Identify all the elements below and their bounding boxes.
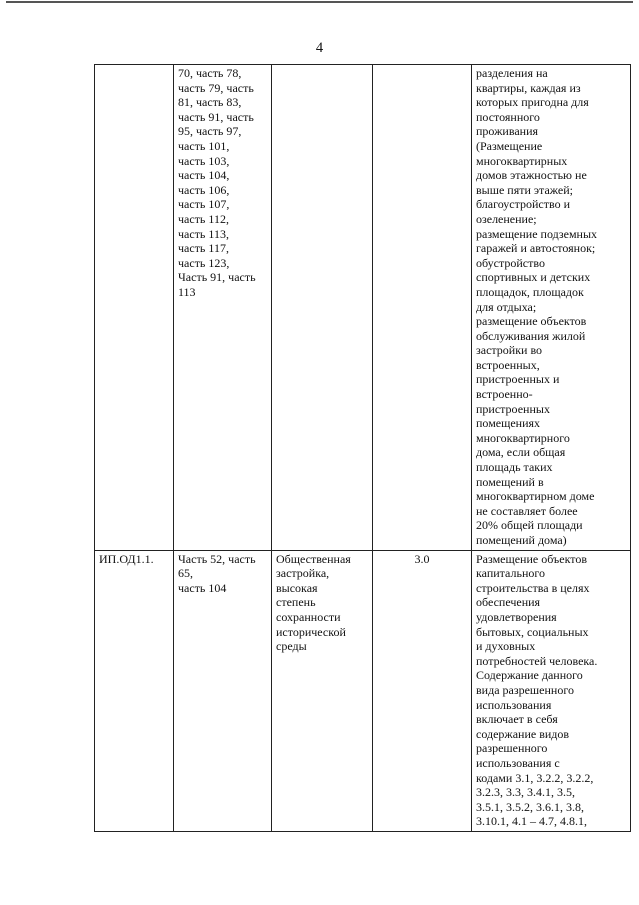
cell-line: часть 101, bbox=[178, 138, 230, 153]
cell-line: часть 123, bbox=[178, 255, 230, 270]
cell-line: площадок, площадок bbox=[476, 284, 584, 299]
cell-line: многоквартирного bbox=[476, 430, 570, 445]
cell-line: для отдыха; bbox=[476, 299, 537, 314]
cell-line: потребностей человека. bbox=[476, 653, 598, 668]
cell-line: многоквартирных bbox=[476, 153, 568, 168]
cell-line: 95, часть 97, bbox=[178, 124, 242, 139]
cell-line: использования с bbox=[476, 755, 560, 770]
cell-line: гаражей и автостоянок; bbox=[476, 241, 596, 256]
cell-line: часть 107, bbox=[178, 197, 230, 212]
cell-line: использования bbox=[476, 697, 552, 712]
cell-description bbox=[472, 65, 631, 551]
cell-line: 113 bbox=[178, 284, 196, 299]
cell-line: проживания bbox=[476, 124, 539, 139]
cell-code bbox=[95, 65, 174, 551]
cell-line: выше пяти этажей; bbox=[476, 182, 573, 197]
cell-line: обустройство bbox=[476, 255, 545, 270]
cell-line: кодами 3.1, 3.2.2, 3.2.2, bbox=[476, 770, 594, 785]
cell-line: часть 104 bbox=[178, 580, 227, 595]
cell-zone bbox=[272, 550, 373, 831]
cell-line: 81, часть 83, bbox=[178, 95, 242, 110]
cell-line: Часть 91, часть bbox=[178, 270, 256, 285]
cell-kind-code: 3.0 bbox=[373, 550, 472, 831]
cell-line: 65, bbox=[178, 566, 193, 581]
cell-zone bbox=[272, 65, 373, 551]
cell-line: застройки во bbox=[476, 343, 543, 358]
cell-line: 70, часть 78, bbox=[178, 66, 242, 80]
cell-line: сохранности bbox=[276, 609, 341, 624]
cell-line: дома, если общая bbox=[476, 445, 566, 460]
cell-line: часть 104, bbox=[178, 168, 230, 183]
cell-line: 3.5.1, 3.5.2, 3.6.1, 3.8, bbox=[476, 799, 584, 814]
cell-line: степень bbox=[276, 595, 316, 610]
cell-line: удовлетворения bbox=[476, 609, 557, 624]
cell-line: не составляет более bbox=[476, 503, 578, 518]
page-number: 4 bbox=[315, 40, 324, 56]
cell-line: которых пригодна для bbox=[476, 95, 589, 110]
cell-kind-code bbox=[373, 65, 472, 551]
cell-line: встроенно- bbox=[476, 387, 533, 402]
cell-description bbox=[472, 550, 631, 831]
cell-line: капитального bbox=[476, 566, 545, 581]
cell-line: спортивных и детских bbox=[476, 270, 591, 285]
cell-line: часть 79, часть bbox=[178, 80, 254, 95]
cell-line: 20% общей площади bbox=[476, 518, 583, 533]
cell-line: многоквартирном доме bbox=[476, 489, 595, 504]
cell-line: Общественная bbox=[276, 551, 351, 566]
cell-line: обслуживания жилой bbox=[476, 328, 586, 343]
cell-line: 3.10.1, 4.1 – 4.7, 4.8.1, bbox=[476, 814, 587, 829]
cell-parts bbox=[174, 65, 272, 551]
cell-line: благоустройство и bbox=[476, 197, 571, 212]
cell-line: и духовных bbox=[476, 639, 536, 654]
cell-line: размещение подземных bbox=[476, 226, 598, 241]
cell-line: обеспечения bbox=[476, 595, 541, 610]
cell-line: исторической bbox=[276, 624, 346, 639]
cell-line: помещений дома) bbox=[476, 533, 567, 547]
cell-line: часть 113, bbox=[178, 226, 229, 241]
cell-line: встроенных, bbox=[476, 357, 540, 372]
cell-line: Содержание данного bbox=[476, 668, 583, 683]
cell-line: постоянного bbox=[476, 109, 540, 124]
cell-line: помещений в bbox=[476, 474, 544, 489]
cell-line: помещениях bbox=[476, 416, 541, 431]
cell-line: пристроенных и bbox=[476, 372, 560, 387]
cell-line: часть 112, bbox=[178, 211, 229, 226]
cell-line: часть 106, bbox=[178, 182, 230, 197]
cell-line: 3.2.3, 3.3, 3.4.1, 3.5, bbox=[476, 785, 575, 800]
table-row bbox=[95, 550, 631, 831]
cell-line: вида разрешенного bbox=[476, 682, 574, 697]
cell-line: разрешенного bbox=[476, 741, 548, 756]
cell-line: строительства в целях bbox=[476, 580, 590, 595]
cell-line: включает в себя bbox=[476, 712, 558, 727]
cell-line: (Размещение bbox=[476, 138, 543, 153]
cell-parts bbox=[174, 550, 272, 831]
cell-line: квартиры, каждая из bbox=[476, 80, 581, 95]
cell-line: пристроенных bbox=[476, 401, 550, 416]
cell-line: размещение объектов bbox=[476, 314, 587, 329]
cell-line: высокая bbox=[276, 580, 318, 595]
zoning-table bbox=[94, 64, 631, 832]
cell-line: Размещение объектов bbox=[476, 551, 587, 566]
cell-line: среды bbox=[276, 639, 307, 654]
cell-line: часть 117, bbox=[178, 241, 229, 256]
table-row bbox=[95, 65, 631, 551]
cell-line: часть 103, bbox=[178, 153, 230, 168]
cell-line: Часть 52, часть bbox=[178, 551, 256, 566]
cell-line: площадь таких bbox=[476, 460, 553, 475]
cell-line: разделения на bbox=[476, 66, 548, 80]
cell-line: часть 91, часть bbox=[178, 109, 254, 124]
cell-line: озеленение; bbox=[476, 211, 537, 226]
cell-line: содержание видов bbox=[476, 726, 570, 741]
cell-line: застройка, bbox=[276, 566, 330, 581]
cell-line: домов этажностью не bbox=[476, 168, 587, 183]
cell-line: бытовых, социальных bbox=[476, 624, 589, 639]
top-rule bbox=[6, 1, 633, 3]
cell-code: ИП.ОД1.1. bbox=[95, 550, 174, 831]
